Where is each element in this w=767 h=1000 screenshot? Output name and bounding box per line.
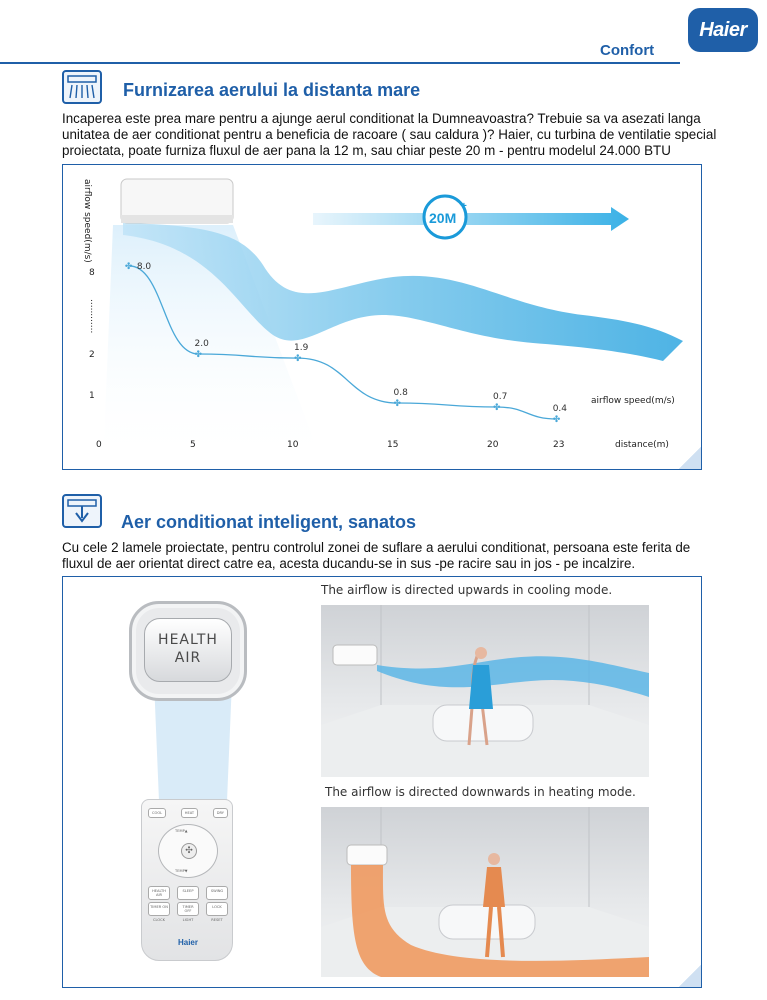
cooling-room-image <box>321 605 649 777</box>
louver-down-icon <box>62 494 102 528</box>
airflow-chart-panel <box>62 164 702 470</box>
health-air-zoom <box>129 601 247 701</box>
section2-title: Aer conditionat inteligent, sanatos <box>121 512 417 532</box>
airflow-chart <box>63 165 701 469</box>
page-fold-2 <box>679 965 701 987</box>
data-point-marker: ✤ <box>493 402 501 412</box>
remote-row5 <box>148 918 228 922</box>
airflow-unit-icon <box>62 70 102 104</box>
data-point-marker: ✤ <box>294 353 302 364</box>
timer-on-button[interactable]: TIMER ON <box>148 902 170 916</box>
ac-unit-heat <box>347 845 387 865</box>
y-axis-label: airflow speed(m/s) <box>82 179 92 263</box>
timer-off-button[interactable]: TIMER OFF <box>177 902 199 916</box>
remote-row1 <box>148 808 228 818</box>
temp-up-button[interactable]: TEMP▲ <box>175 829 188 833</box>
remote-brand: Haier <box>177 938 198 947</box>
data-point-marker: ✤ <box>393 398 402 408</box>
temp-down-button[interactable]: TEMP▼ <box>175 869 188 873</box>
cool-button[interactable]: COOL <box>148 808 166 818</box>
x-tick-15: 15 <box>387 440 399 450</box>
heating-caption: The airflow is directed downwards in heating mode. <box>325 785 636 799</box>
data-point-label: 0.4 <box>552 404 568 414</box>
health-air-button[interactable] <box>144 618 232 682</box>
data-point-marker: ✤ <box>194 349 203 359</box>
remote-dpad[interactable] <box>158 824 218 878</box>
air-label: AIR <box>174 650 202 666</box>
remote-row3 <box>148 886 228 900</box>
x-tick-0: 0 <box>96 440 102 450</box>
data-point-label: 0.7 <box>493 392 508 402</box>
section-label: Confort <box>600 42 655 59</box>
reset-button[interactable]: RESET <box>211 918 223 922</box>
page-fold <box>679 447 701 469</box>
heating-room-image <box>321 807 649 977</box>
remote-row4 <box>148 902 228 916</box>
haier-logo <box>688 8 758 52</box>
data-point-label: 0.8 <box>393 388 408 398</box>
health-air-panel <box>62 576 702 988</box>
data-point-label: 1.9 <box>294 343 309 354</box>
data-point-label: 8.0 <box>136 261 152 272</box>
series-label: airflow speed(m/s) <box>591 396 675 406</box>
cool-airflow <box>377 656 649 697</box>
sleep-button[interactable]: SLEEP <box>177 886 199 900</box>
logo-text: Haier <box>699 18 747 41</box>
y-tick-8: 8 <box>89 268 95 278</box>
range-badge-plus: + <box>461 201 467 212</box>
section2-text: Cu cele 2 lamele proiectate, pentru controlul zonei de suflare a aerului conditionat, persoana este ferita de fluxul de aer orientat direct catre ea, acesta ducandu-se in sus -pe racire sau in jos - pe incalzire. <box>62 540 691 571</box>
lock-button[interactable]: LOCK <box>206 902 228 916</box>
heat-button[interactable]: HEAT <box>181 808 198 818</box>
woman-cool <box>469 665 493 709</box>
section1-text: Incaperea este prea mare pentru a ajunge aerul conditionat la Dumneavoastra? Trebuie sa va asezati langa unitatea de aer conditionat pentru a beneficia de racoare ( sau caldura )? Haier, cu turbina de ventilatie special proiectata, poate furniza fluxul de aer pana la 12 m, sau chiar peste 20 m - pentru modelul 24.000 BTU <box>62 111 717 158</box>
health-air-small-button[interactable]: HEALTH AIR <box>148 886 170 900</box>
swing-button[interactable]: SWING <box>206 886 228 900</box>
ac-unit-cool <box>333 645 377 665</box>
x-tick-20: 20 <box>487 440 499 450</box>
header-rule <box>0 62 680 64</box>
health-label: HEALTH <box>158 632 218 648</box>
y-tick-1: 1 <box>89 391 95 401</box>
x-tick-5: 5 <box>190 440 196 450</box>
data-point-marker: ✤ <box>124 260 133 271</box>
data-point-marker: ✤ <box>552 414 561 424</box>
range-badge-text: 20M <box>429 210 457 226</box>
woman-heat <box>483 867 505 907</box>
y-tick-2: 2 <box>89 350 95 360</box>
clock-button[interactable]: CLOCK <box>152 918 166 922</box>
light-button[interactable]: LIGHT <box>182 918 194 922</box>
x-tick-10: 10 <box>287 440 299 450</box>
section1-title: Furnizarea aerului la distanta mare <box>123 80 421 100</box>
ac-louver <box>121 215 233 223</box>
distance-arrow <box>313 207 629 231</box>
remote-control <box>141 799 233 961</box>
dry-button[interactable]: DRY <box>213 808 228 818</box>
y-axis-break: ............ <box>88 299 98 334</box>
x-tick-23: 23 <box>553 440 565 450</box>
x-axis-label: distance(m) <box>615 440 669 450</box>
cooling-caption: The airflow is directed upwards in cooling mode. <box>321 583 613 597</box>
fan-icon[interactable]: ✣ <box>181 843 197 859</box>
data-point-label: 2.0 <box>194 339 209 349</box>
